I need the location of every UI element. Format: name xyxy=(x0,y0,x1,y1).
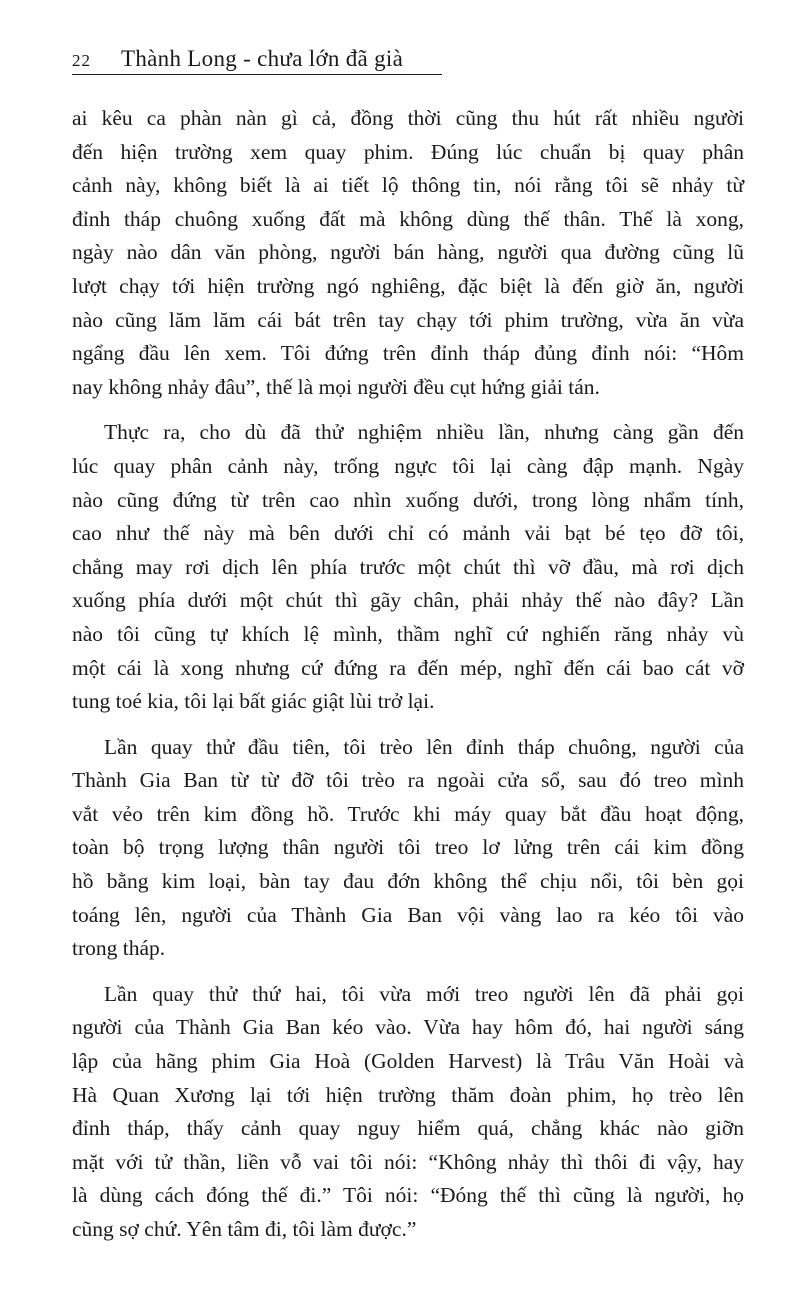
text-line: cũng sợ chứ. Yên tâm đi, tôi làm được.” xyxy=(72,1217,417,1241)
page-number: 22 xyxy=(72,51,91,70)
text-line: ngẩng đầu lên xem. Tôi đứng trên đỉnh tháp đủng đỉnh nói: “Hôm xyxy=(72,341,744,366)
text-line: nào cũng đứng từ trên cao nhìn xuống dưới, trong lòng nhẩm tính, xyxy=(72,487,744,512)
text-line: lúc quay phân cảnh này, trống ngực tôi lại càng đập mạnh. Ngày xyxy=(72,453,744,478)
text-line: đến hiện trường xem quay phim. Đúng lúc chuẩn bị quay phân xyxy=(72,139,744,164)
text-line: mặt với tử thần, liền vỗ vai tôi nói: “Không nhảy thì thôi đi vậy, hay xyxy=(72,1149,744,1174)
paragraph-1 xyxy=(72,102,744,404)
text-line: đỉnh tháp chuông xuống đất mà không dùng thế thân. Thế là xong, xyxy=(72,206,744,231)
text-line: chẳng may rơi dịch lên phía trước một chút thì vỡ đầu, mà rơi dịch xyxy=(72,554,744,579)
text-line: toáng lên, người của Thành Gia Ban vội vàng lao ra kéo tôi vào xyxy=(72,902,744,927)
text-line: nào tôi cũng tự khích lệ mình, thầm nghĩ cứ nghiến răng nhảy vù xyxy=(72,621,744,646)
text-line: một cái là xong nhưng cứ đứng ra đến mép, nghĩ đến cái bao cát vỡ xyxy=(72,655,744,680)
text-line: là dùng cách đóng thế đi.” Tôi nói: “Đóng thế thì cũng là người, họ xyxy=(72,1183,744,1208)
text-line: đỉnh tháp, thấy cảnh quay nguy hiểm quá, chẳng khác nào giỡn xyxy=(72,1116,744,1141)
text-line: Thực ra, cho dù đã thử nghiệm nhiều lần, nhưng càng gần đến xyxy=(104,420,744,445)
text-line: nào cũng lăm lăm cái bát trên tay chạy tới phim trường, vừa ăn vừa xyxy=(72,307,744,332)
text-line: ngày nào dân văn phòng, người bán hàng, người qua đường cũng lũ xyxy=(72,240,744,265)
text-line: vắt vẻo trên kim đồng hồ. Trước khi máy quay bắt đầu hoạt động, xyxy=(72,801,744,826)
text-line: người của Thành Gia Ban kéo vào. Vừa hay hôm đó, hai người sáng xyxy=(72,1015,744,1040)
text-line: Thành Gia Ban từ từ đỡ tôi trèo ra ngoài cửa sổ, sau đó treo mình xyxy=(72,768,744,793)
text-line: Lần quay thử thứ hai, tôi vừa mới treo người lên đã phải gọi xyxy=(104,981,744,1006)
text-line: ai kêu ca phàn nàn gì cả, đồng thời cũng thu hút rất nhiều người xyxy=(72,106,744,130)
text-line: lập của hãng phim Gia Hoà (Golden Harvest) là Trâu Văn Hoài và xyxy=(72,1049,744,1074)
paragraph-4 xyxy=(72,978,744,1247)
text-line: Lần quay thử đầu tiên, tôi trèo lên đỉnh tháp chuông, người của xyxy=(104,734,744,759)
text-line: lượt chạy tới hiện trường ngó nghiêng, đặc biệt là đến giờ ăn, người xyxy=(72,273,744,298)
body-text xyxy=(72,102,744,1259)
running-header xyxy=(72,44,442,75)
text-line: toàn bộ trọng lượng thân người tôi treo lơ lửng trên cái kim đồng xyxy=(72,835,744,860)
text-line: xuống phía dưới một chút thì gãy chân, phải nhảy thế nào đây? Lần xyxy=(72,588,744,613)
text-line: trong tháp. xyxy=(72,936,166,961)
book-title: Thành Long - chưa lớn đã già xyxy=(121,46,404,71)
paragraph-2 xyxy=(72,416,744,718)
text-line: cao như thế này mà bên dưới chỉ có mảnh vải bạt bé tẹo đỡ tôi, xyxy=(72,521,744,546)
paragraph-3 xyxy=(72,731,744,966)
text-line: tung toé kia, tôi lại bất giác giật lùi trở lại. xyxy=(72,689,435,714)
text-line: Hà Quan Xương lại tới hiện trường thăm đoàn phim, họ trèo lên xyxy=(72,1082,744,1107)
text-line: nay không nhảy đâu”, thế là mọi người đều cụt hứng giải tán. xyxy=(72,374,600,399)
text-line: cảnh này, không biết là ai tiết lộ thông tin, nói rằng tôi sẽ nhảy từ xyxy=(72,173,744,198)
text-line: hồ bằng kim loại, bàn tay đau đớn không thể chịu nổi, tôi bèn gọi xyxy=(72,869,744,894)
